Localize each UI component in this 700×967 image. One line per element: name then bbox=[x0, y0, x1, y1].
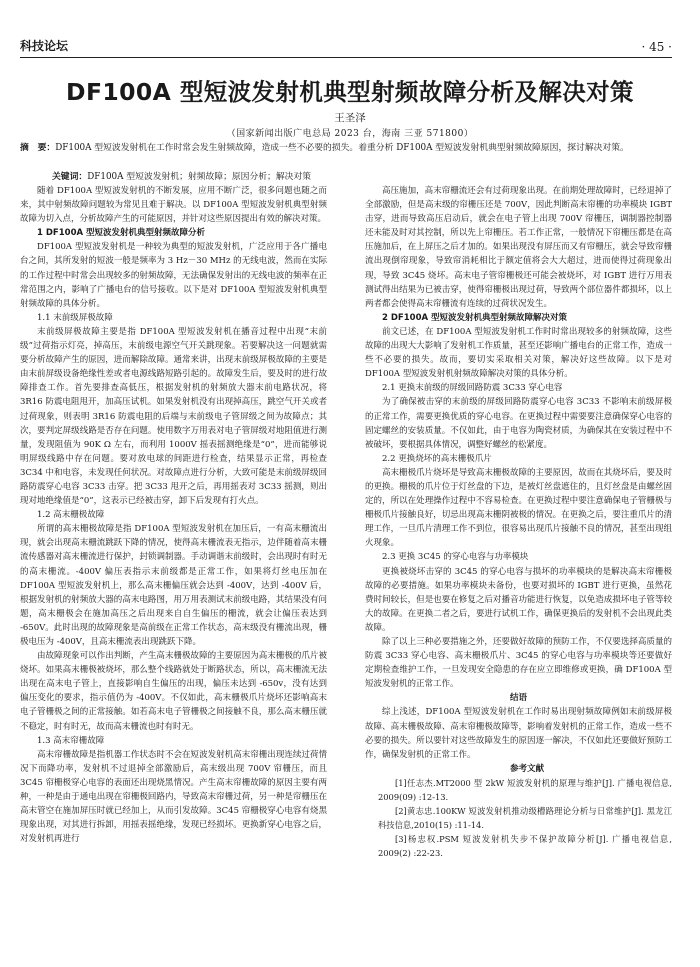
body-paragraph: 综上浅述，DF100A 型短波发射机在工作时易出现射频故障例如末前级屏极故障、高末栅极故障、高末帘栅极故障等，影响着发射机的正常工作，造成一些不必要的损失。所以要针对这些故障发生的原因逐一解决，不仅如此还要做好预防工作，确保发射机的正常工作。 bbox=[365, 707, 672, 760]
body-paragraph: 随着 DF100A 型短波发射机的不断发展，应用不断广泛，很多问题也随之而来，其中射频故障问题较为常见且难于解决。以 DF100A 型短波发射机典型射频故障为切入点，分析故障产生的可能原因，并针对这些原因提出有效的解决对策。 bbox=[20, 186, 327, 225]
subsection-heading: 2.2 更换烧坏的高末栅极爪片 bbox=[382, 453, 492, 464]
body-paragraph: 高末帘栅故障是指机器工作状态时不会在短波发射机高末帘栅出现连续过荷情况下而降功率，发射机不过退掉全部激励后，高末级出现 700V 帘栅压，而且 3C45 帘栅极穿心电容的表面还出现烧黑情况。产生高末帘栅故障的原因主要有两种，一种是由于通电出现在帘栅极回路内，导致高末帘栅过荷，另一种是帘栅压在高末管空在施加屏压时就已经加上，从而引发故障。3C45 帘栅极穿心电容有烧黑现象出现，对其进行拆卸，用摇表摇绝缘，发现已经损坏。更换新穿心电容之后，对发射机再进行 bbox=[20, 749, 327, 845]
subsection-heading: 1.1 末前级屏极故障 bbox=[37, 312, 113, 323]
keywords-label: 关键词： bbox=[52, 172, 88, 182]
body-paragraph: 为了确保被击穿的末前级的屏级回路防震穿心电容 3C33 不影响末前级屏极的正常工作，需要更换优质的穿心电容。在更换过程中需要要注意确保穿心电容的固定螺丝的安装质量。不仅如此，由于电容为陶瓷材质，为确保其在安装过程中不被破坏，要根据具体情况，调整好螺丝的松紧度。 bbox=[365, 397, 672, 450]
body-paragraph: 所谓的高末栅极故障是指 DF100A 型短波发射机在加压后，一有高末栅流出现，就会出现高末栅流跳跃下降的情况，使得高末栅流表无指示，边伴随着高末栅流传感器对高末栅流进行保护，封锁调制器。手动调谐末前级时，会出现时有时无的高末栅流。-400V 偏压表指示末前级都是正常工作，如果将灯丝电压加在 DF100A 型短波发射机上，那么高末栅偏压就会达到 -400V，达到 -400V 后，根据发射机的射频放大器的高末电路图，用万用表测试末前级电路，其结果没有问题，高末栅极会在施加高压之后出现来自自生偏压的栅流，就会让偏压表达到 -650V。此时出现的故障现象是高前级在正常工作状态，高末级没有栅流出现，栅极电压为 -400V，且高末栅流表出现跳跃下降。 bbox=[20, 524, 327, 647]
keywords-text: DF100A 型短波发射机；射频故障；原因分析；解决对策 bbox=[87, 172, 312, 182]
subsection-heading: 1.3 高末帘栅故障 bbox=[37, 735, 105, 746]
abstract bbox=[20, 141, 672, 155]
references-heading: 参考文献 bbox=[509, 763, 544, 774]
author: 王圣泽 bbox=[334, 112, 366, 124]
reference-item: [2]黄志忠.100KW 短波发射机推动级槽路理论分析与日常维护[J]. 黑龙江科技信息,2010(15) :11-14. bbox=[378, 806, 672, 831]
header-rule bbox=[20, 57, 672, 58]
conclusion-heading: 结语 bbox=[509, 693, 527, 704]
body-paragraph: 由故障现象可以作出判断，产生高末栅极故障的主要原因为高末栅极的爪片被烧坏。如果高末栅极被烧坏，那么整个线路就处于断路状态，所以，高末栅流无法出现在高末电子管上，直接影响自生偏压的出现，偏压未达到 -650v，没有达到偏压变化的要求，指示值仍为 -400V。不仅如此，高末栅极爪片烧坏还影响高末电子管栅极之间的正常接触。如若高末电子管栅极之间接触不良，那么高末栅压就不稳定，时有时无，故而高末栅流也时有时无。 bbox=[20, 651, 327, 732]
reference-item: [1]任志杰.MT2000 型 2kW 短波发射机的原理与维护[J]. 广播电视信息, 2009(09) :12-13. bbox=[378, 777, 672, 803]
abstract-label: 摘 要： bbox=[20, 143, 56, 153]
running-header bbox=[20, 34, 672, 54]
body-paragraph: 末前级屏极故障主要是指 DF100A 型短波发射机在播音过程中出现“末前级”过荷指示灯亮，掉高压，末前级电源空气开关跳现象。若要解决这一问题就需要分析故障产生的原因，进而解除故障。通常来讲，出现末前级屏极故障的主要是由末前屏级设备绝缘性差或者电源线路短路引起的。故障发生后，要及时的进行故障排查工作。首先要排查高低压，根据发射机的射频放大器末前电路状况，将 3R16 防震电阻甩开，加高压试机。如果发射机没有出现掉高压，跳空气开关或者过荷现象，则表明 3R16 防震电阻的后端与末前级电子管屏级之间为故障点；其次，要判定屏级线路是否存在问题。使用数字万用表对电子管屏级对地阻值进行测量，发现阻值为 90K Ω 左右，而利用 1000V 摇表摇测绝缘是“0”，进而能够说明屏级线路中存在问题。要对放电球的间距进行检查，结果显示正常，再检查 3C34 中和电容，未发现任何状况。对故障点进行分析，大致可能是末前级屏级回路防震穿心电容 3C33 击穿。把 3C33 甩开之后，再用摇表对 3C33 摇测，则出现对地绝缘值是“0”，这表示已经被击穿，卸下后发现有打火点。 bbox=[20, 326, 327, 507]
right-column bbox=[365, 184, 672, 861]
subsection-heading: 2.1 更换末前级的屏级回路防震 3C33 穿心电容 bbox=[382, 383, 563, 394]
body-paragraph: DF100A 型短波发射机是一种较为典型的短波发射机，广泛应用于各广播电台之间，其所发射的短波一般是频率为 3 Hz－30 MHz 的无线电波，然而在实际的工作过程中时常会出现较多的射频故障，无法确保发射出的无线电波的频率在正常范围之内，影响了广播电台的信号接收。以下是对 DF100A 型短波发射机典型射频故障的具体分析。 bbox=[20, 242, 327, 309]
body-paragraph: 前文已述，在 DF100A 型短波发射机工作时时常出现较多的射频故障，这些故障的出现大大影响了发射机工作质量，甚至还影响广播电台的正常工作，造成一些不必要的损失。故而，要切实采取相关对策，解决好这些故障。以下是对 DF100A 型短波发射机射频故障解决对策的具体分析。 bbox=[365, 326, 672, 380]
paper-title: DF100A 型短波发射机典型射频故障分析及解决对策 bbox=[66, 78, 634, 106]
reference-item: [3]杨忠权.PSM 短波发射机失步不保护故障分析[J]. 广播电视信息, 2009(2) :22-23. bbox=[378, 834, 672, 859]
section-heading: 1 DF100A 型短波发射机典型射频故障分析 bbox=[37, 228, 206, 239]
affiliation: （国家新闻出版广电总局 2023 台，海南 三亚 571800） bbox=[226, 129, 474, 139]
body-paragraph: 高末栅极爪片烧坏是导致高末栅极故障的主要原因，故而在其烧坏后，要及时的更换。栅极的爪片位于灯丝盘的下边，是被灯丝盘遮住的，且灯丝盘是由螺丝固定的，所以在处理操作过程中不容易检查。在更换过程中要注意确保电子管栅极与栅极爪片接触良好，切忌出现高末栅阴被极的情况。在更换之后，要注重爪片的清理工作，一旦爪片清理工作不到位，很容易出现爪片接触不良的情况，甚至出现组火现象。 bbox=[365, 467, 672, 549]
references-list bbox=[365, 776, 672, 861]
keywords bbox=[52, 170, 672, 184]
page-number: · 45 · bbox=[641, 40, 672, 54]
right-column-body bbox=[365, 184, 672, 762]
body-paragraph: 高压施加，高末帘栅流还会有过荷现象出现。在前期处理故障时，已经退掉了全部激励，但是高末级的帘栅压还是 700V，因此判断高末帘栅的功率模块 IGBT 击穿，进而导致高压启动后，就会在电子管上出现 700V 帘栅压，调制器控制器还未能及时对其控制，所以先上帘栅压。若工作正常，一般情况下帘栅压都是在高压施加后，在上屏压之后才加的。如果出现没有屏压而又有帘栅压，就会导致帘栅流出现倒帘现象，导致帘消耗相比于额定值将会大大超过，进而使得过荷现象出现，导致 3C45 烧坏。高末电子管帘栅极还可能会被烧坏，对 IGBT 进行万用表测试得出结果为已被击穿，使得帘栅极出现过荷，导致两个部位器件都损坏，以上两者都会使得高末帘栅流有连续的过荷状况发生。 bbox=[365, 186, 672, 309]
abstract-text: DF100A 型短波发射机在工作时常会发生射频故障，造成一些不必要的损失。着重分析 DF100A 型短波发射机典型射频故障原因，探讨解决对策。 bbox=[55, 143, 629, 153]
left-column bbox=[20, 184, 327, 846]
subsection-heading: 2.3 更换 3C45 的穿心电容与功率模块 bbox=[382, 552, 529, 563]
body-paragraph: 除了以上三种必要措施之外，还要做好故障的预防工作，不仅要选择高质量的防震 3C33 穿心电容、高末栅极爪片、3C45 的穿心电容与功率模块等还要做好定期检查维护工作，一旦发现安全隐患的存在应立即维修或更换，确 DF100A 型短波发射机的正常工作。 bbox=[365, 637, 672, 690]
subsection-heading: 1.2 高末栅极故障 bbox=[37, 510, 105, 521]
journal-section-name: 科技论坛 bbox=[20, 39, 69, 53]
body-paragraph: 更换被烧坏击穿的 3C45 的穿心电容与损坏的功率模块的是解决高末帘栅极故障的必要措施。如果功率模块未备份，也要对损坏的 IGBT 进行更换，虽然花费时间较长，但是也要在修复之后对播音功能进行恢复，以免造成损坏电子管等较大的故障。在更换二者之后，要进行试机工作，确保更换后的发射机不会出现此类故障。 bbox=[365, 566, 672, 633]
section-heading: 2 DF100A 型短波发射机典型射频故障解决对策 bbox=[382, 312, 568, 323]
